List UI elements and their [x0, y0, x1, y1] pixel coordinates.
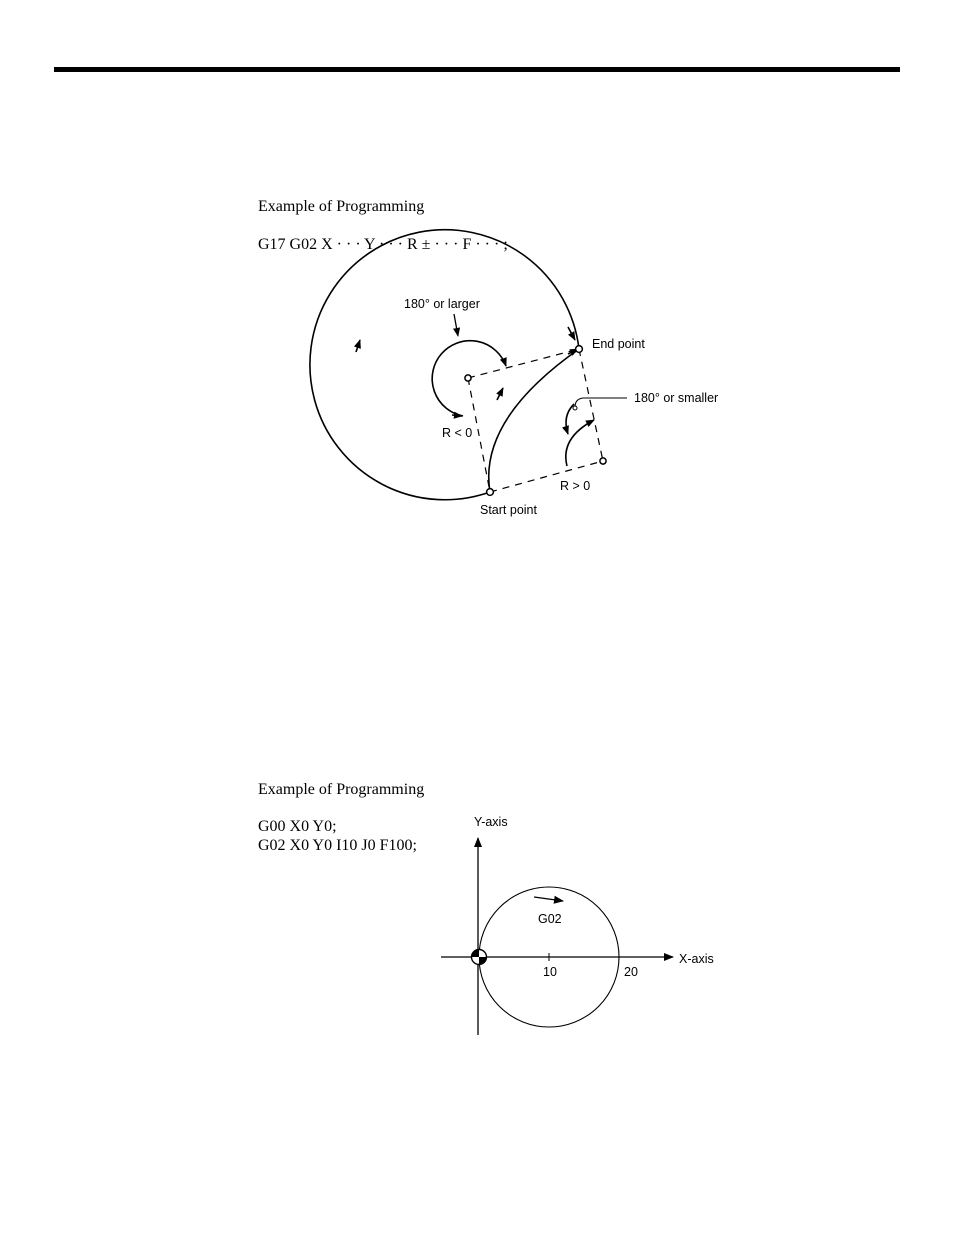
tick-label-10: 10	[543, 965, 557, 979]
label-end-point: End point	[592, 337, 645, 351]
section2-code-line2: G02 X0 Y0 I10 J0 F100;	[258, 837, 417, 854]
g02-direction-label: G02	[538, 912, 562, 926]
origin-marker	[472, 950, 487, 965]
label-r-positive: R > 0	[560, 479, 591, 493]
x-axis-label: X-axis	[679, 952, 714, 966]
label-180-or-larger: 180° or larger	[404, 297, 480, 311]
direction-arrow	[534, 897, 563, 901]
section2-heading: Example of Programming	[258, 781, 425, 798]
label-start-point: Start point	[480, 503, 537, 517]
y-axis-label: Y-axis	[474, 815, 508, 829]
section1-code: G17 G02 X · · · Y · · · R ± · · · F · · · ;	[258, 236, 508, 253]
section2-code-line1: G00 X0 Y0;	[258, 818, 337, 835]
section1-heading: Example of Programming	[258, 198, 425, 215]
label-180-or-smaller: 180° or smaller	[634, 391, 719, 405]
tick-label-20: 20	[624, 965, 638, 979]
label-r-negative: R < 0	[442, 426, 473, 440]
